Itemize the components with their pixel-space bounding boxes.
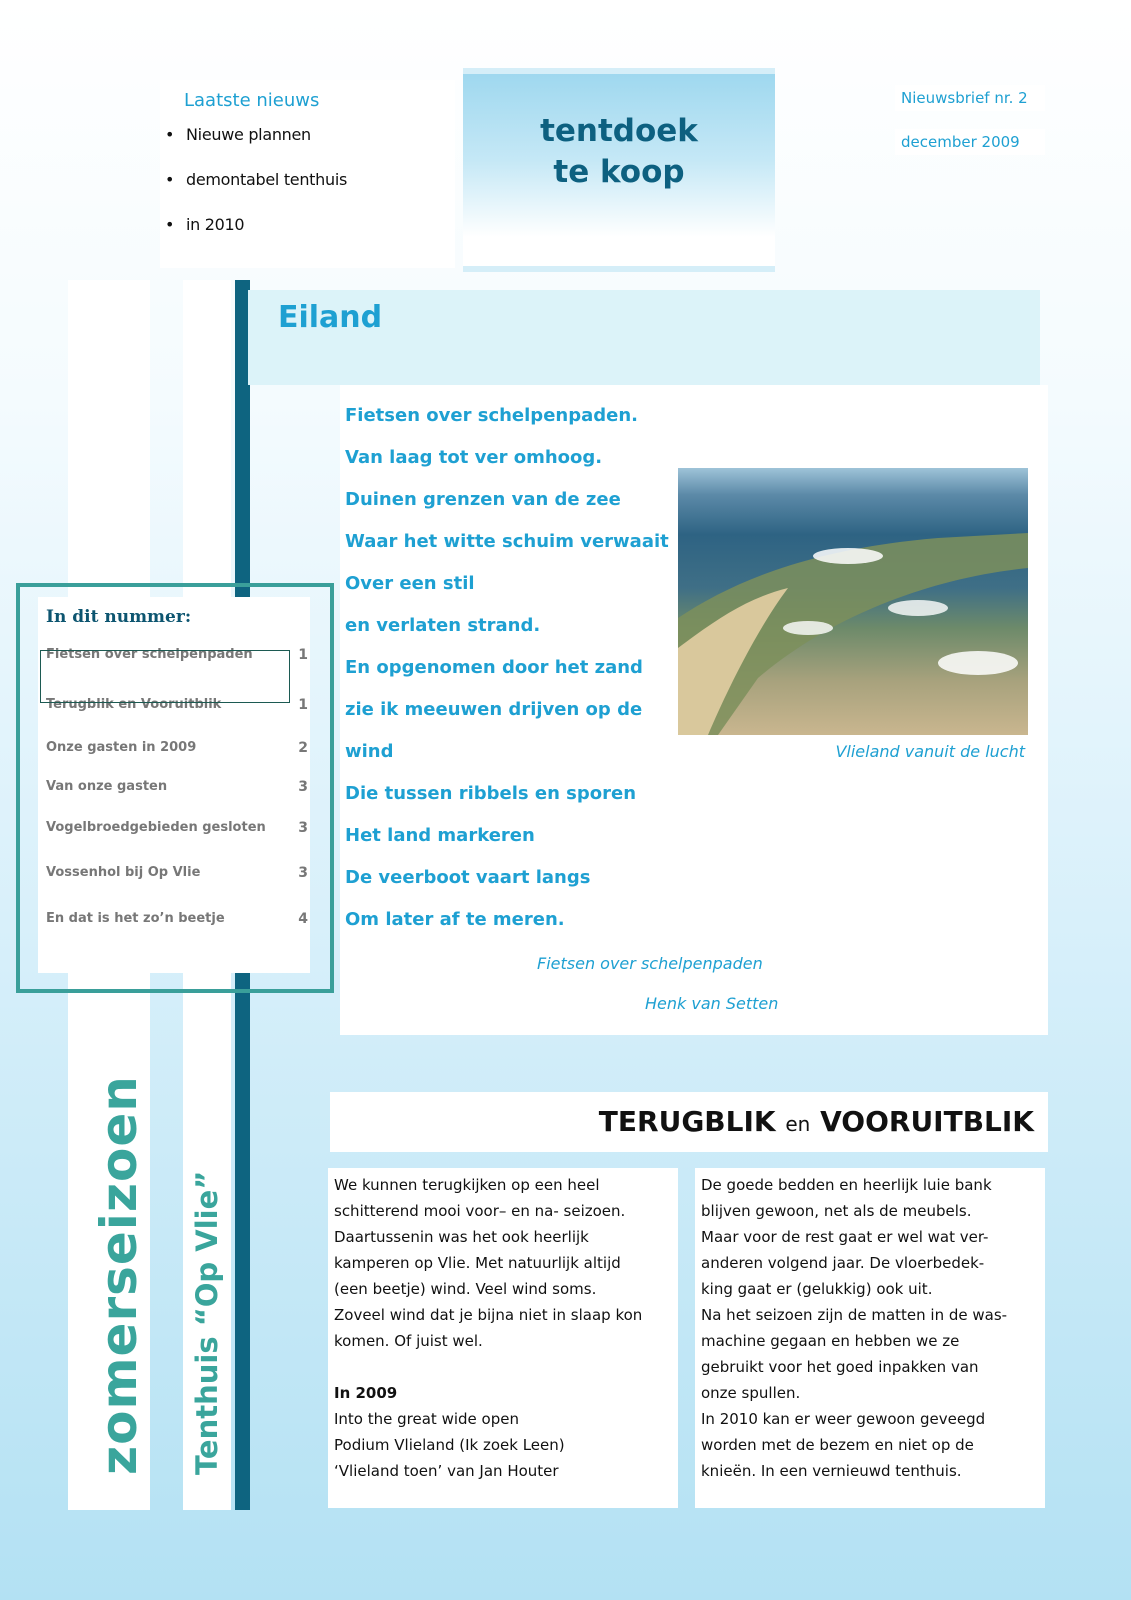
article-column-2 — [695, 1168, 1045, 1508]
news-item: • demontabel tenthuis — [160, 164, 455, 209]
article-column-1 — [328, 1168, 678, 1508]
toc-item-label: Terugblik en Vooruitblik — [46, 697, 222, 712]
toc-item[interactable] — [46, 779, 308, 795]
aerial-photo — [678, 468, 1028, 735]
article-line: De goede bedden en heerlijk luie bank — [701, 1176, 992, 1194]
poem-line: Fietsen over schelpenpaden. — [345, 405, 638, 426]
article-line: blijven gewoon, net als de meubels. — [701, 1202, 972, 1220]
article-line: Zoveel wind dat je bijna niet in slaap kon — [334, 1306, 643, 1324]
article-title-part: TERUGBLIK — [598, 1105, 776, 1138]
masthead-line: te koop — [553, 154, 685, 190]
toc-item-label: Van onze gasten — [46, 779, 168, 794]
issue-date: december 2009 — [895, 129, 1045, 155]
poem-line: Van laag tot ver omhoog. — [345, 447, 603, 468]
toc-title: In dit nummer: — [46, 607, 192, 627]
poem-line: Het land markeren — [345, 825, 535, 846]
latest-news-title: Laatste nieuws — [184, 90, 320, 111]
issue-number: Nieuwsbrief nr. 2 — [895, 85, 1045, 111]
article-subhead: In 2009 — [334, 1384, 398, 1402]
masthead-line: tentdoek — [540, 113, 698, 149]
poem-line: Waar het witte schuim verwaait — [345, 531, 669, 552]
article-line: machine gegaan en hebben we ze — [701, 1332, 960, 1350]
article-line: king gaat er (gelukkig) ook uit. — [701, 1280, 933, 1298]
season-vertical-title: zomerseizoen — [90, 1075, 148, 1475]
news-item: • Nieuwe plannen — [160, 119, 455, 164]
poem-line: wind — [345, 741, 394, 762]
toc-highlight — [40, 650, 290, 703]
toc-item-page: 1 — [298, 697, 308, 713]
toc-item-page: 3 — [298, 820, 308, 836]
article-line: In 2010 kan er weer gewoon geveegd — [701, 1410, 986, 1428]
article-line: Into the great wide open — [334, 1410, 519, 1428]
poem-line: Over een stil — [345, 573, 475, 594]
poem-title: Fietsen over schelpenpaden — [537, 954, 763, 973]
article-line: gebruikt voor het goed inpakken van — [701, 1358, 979, 1376]
poem-line: En opgenomen door het zand — [345, 657, 643, 678]
house-vertical-title: Tenthuis “Op Vlie” — [190, 1170, 224, 1475]
article-title-part: VOORUITBLIK — [820, 1105, 1034, 1138]
article-line: anderen volgend jaar. De vloerbedek- — [701, 1254, 985, 1272]
toc-item[interactable] — [46, 740, 308, 756]
poem-line: Duinen grenzen van de zee — [345, 489, 621, 510]
toc-item-page: 4 — [298, 911, 308, 927]
section-header — [248, 290, 1040, 385]
masthead-banner — [463, 68, 775, 272]
issue-info — [895, 85, 1045, 173]
poem-line: zie ik meeuwen drijven op de — [345, 699, 643, 720]
article-line: onze spullen. — [701, 1384, 801, 1402]
photo-caption: Vlieland vanuit de lucht — [835, 742, 1025, 761]
toc-item-page: 3 — [298, 779, 308, 795]
poem-line: De veerboot vaart langs — [345, 867, 591, 888]
toc-item-label: Onze gasten in 2009 — [46, 740, 197, 755]
article-line: Daartussenin was het ook heerlijk — [334, 1228, 589, 1246]
article-line: worden met de bezem en niet op de — [701, 1436, 974, 1454]
poem-author: Henk van Setten — [645, 994, 779, 1013]
toc-item-label: Fietsen over schelpenpaden — [46, 647, 253, 662]
article-line: knieën. In een vernieuwd tenthuis. — [701, 1462, 962, 1480]
article-line: Na het seizoen zijn de matten in de was- — [701, 1306, 1008, 1324]
article-line: Podium Vlieland (Ik zoek Leen) — [334, 1436, 565, 1454]
news-item: • in 2010 — [160, 209, 455, 254]
section-title: Eiland — [278, 300, 383, 335]
article-line: (een beetje) wind. Veel wind soms. — [334, 1280, 597, 1298]
poem-line: Om later af te meren. — [345, 909, 565, 930]
article-title-part: en — [785, 1112, 811, 1136]
article-header — [330, 1092, 1048, 1152]
toc-item[interactable] — [46, 820, 308, 836]
article-line: kamperen op Vlie. Met natuurlijk altijd — [334, 1254, 621, 1272]
poem-line: Die tussen ribbels en sporen — [345, 783, 637, 804]
toc-item-label: Vogelbroedgebieden gesloten — [46, 820, 266, 835]
article-line: Maar voor de rest gaat er wel wat ver- — [701, 1228, 989, 1246]
article-line: We kunnen terugkijken op een heel — [334, 1176, 600, 1194]
latest-news-box — [160, 80, 455, 268]
article-line: komen. Of juist wel. — [334, 1332, 483, 1350]
toc-item-page: 2 — [298, 740, 308, 756]
poem-line: en verlaten strand. — [345, 615, 541, 636]
article-line: ‘Vlieland toen’ van Jan Houter — [334, 1462, 559, 1480]
toc-item-label: En dat is het zo’n beetje — [46, 911, 225, 926]
toc-item[interactable] — [46, 865, 308, 881]
toc-item[interactable] — [46, 911, 308, 927]
toc-item-page: 1 — [298, 647, 308, 663]
article-line: schitterend mooi voor– en na- seizoen. — [334, 1202, 626, 1220]
toc-item-label: Vossenhol bij Op Vlie — [46, 865, 201, 880]
toc-item-page: 3 — [298, 865, 308, 881]
